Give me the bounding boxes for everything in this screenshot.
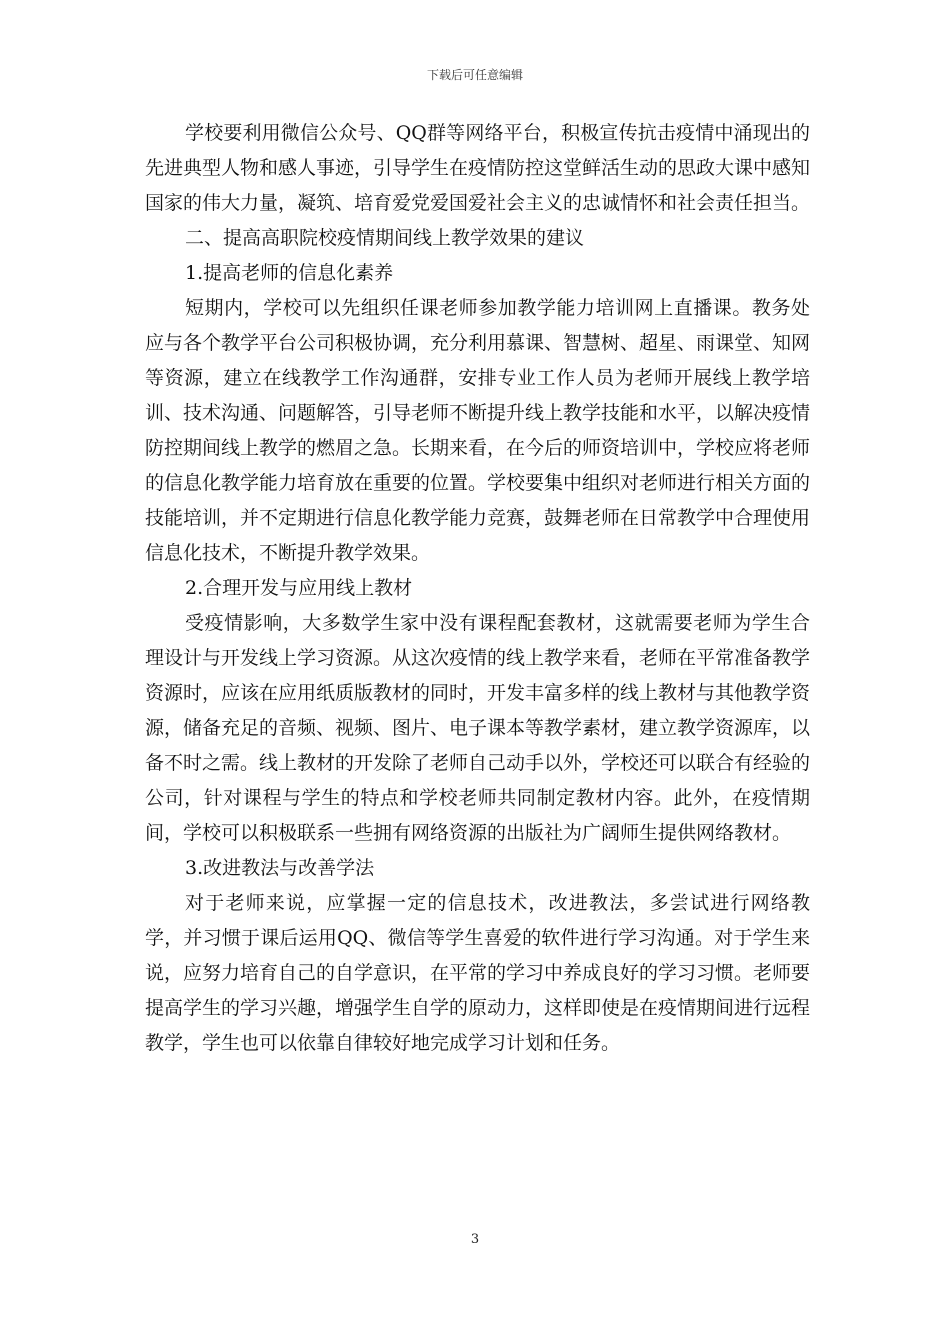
subsection-heading-3: 3.改进教法与改善学法 — [185, 857, 375, 879]
page-header: 下载后可任意编辑 — [426, 68, 523, 82]
section-heading: 二、提高高职院校疫情期间线上教学效果的建议 — [185, 227, 585, 249]
subsection-heading-1: 1.提高老师的信息化素养 — [185, 262, 394, 284]
page-number: 3 — [470, 1232, 480, 1247]
subsection-text-2: 受疫情影响，大多数学生家中没有课程配套教材，这就需要老师为学生合理设计与开发线上学习资源。从这次疫情的线上教学来看，老师在平常准备教学资源时，应该在应用纸质版教材的同时，开发丰富多样的线上教材与其他教学资源，储备充足的音频、视频、图片、电子课本等教学素材，建立教学资源库，以备不时之需。线上教材的开发除了老师自己动手以外，学校还可以联合有经验的公司，针对课程与学生的特点和学校老师共同制定教材内容。此外，在疫情期间，学校可以积极联系一些拥有网络资源的出版社为广阔师生提供网络教材。 — [145, 612, 811, 844]
subsection-text-1: 短期内，学校可以先组织任课老师参加教学能力培训网上直播课。教务处应与各个教学平台公司积极协调，充分利用慕课、智慧树、超星、雨课堂、知网等资源，建立在线教学工作沟通群，安排专业工作人员为老师开展线上教学培训、技术沟通、问题解答，引导老师不断提升线上教学技能和水平，以解决疫情防控期间线上教学的燃眉之急。长期来看，在今后的师资培训中，学校应将老师的信息化教学能力培育放在重要的位置。学校要集中组织对老师进行相关方面的技能培训，并不定期进行信息化教学能力竞赛，鼓舞老师在日常教学中合理使用信息化技术，不断提升教学效果。 — [145, 297, 811, 564]
paragraph-propaganda: 学校要利用微信公众号、QQ群等网络平台，积极宣传抗击疫情中涌现出的先进典型人物和感人事迹，引导学生在疫情防控这堂鲜活生动的思政大课中感知国家的伟大力量，凝筑、培育爱党爱国爱社会主义的忠诚情怀和社会责任担当。 — [145, 122, 811, 214]
subsection-heading-2: 2.合理开发与应用线上教材 — [185, 577, 413, 599]
subsection-text-3: 对于老师来说，应掌握一定的信息技术，改进教法，多尝试进行网络教学，并习惯于课后运用QQ、微信等学生喜爱的软件进行学习沟通。对于学生来说，应努力培育自己的自学意识，在平常的学习中养成良好的学习习惯。老师要提高学生的学习兴趣，增强学生自学的原动力，这样即使是在疫情期间进行远程教学，学生也可以依靠自律较好地完成学习计划和任务。 — [145, 892, 811, 1054]
document-body — [145, 116, 810, 1061]
